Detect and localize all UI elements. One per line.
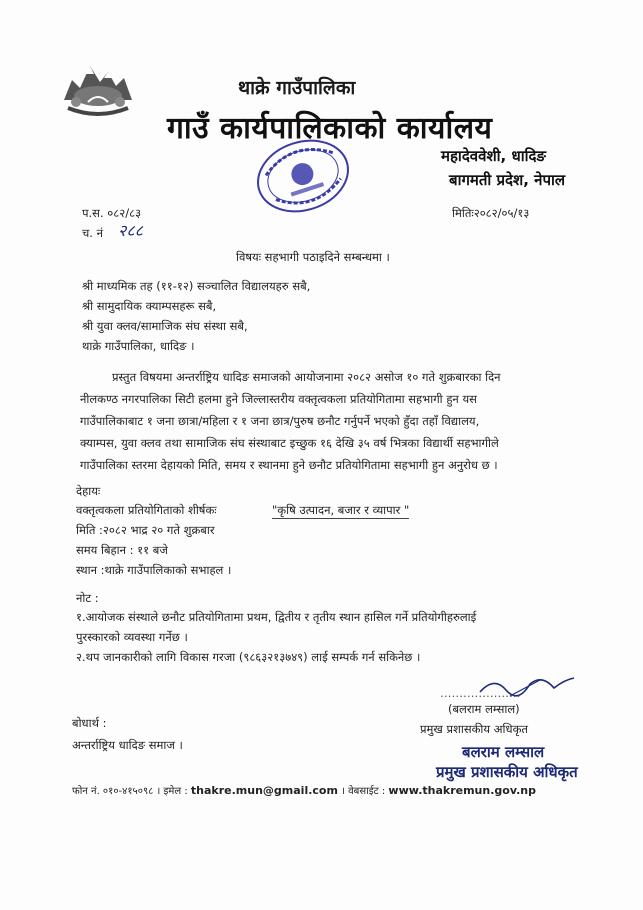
event-place: स्थान :थाक्रे गाउँपालिकाको सभाहल । [76,563,232,577]
recipient-2: श्री सामुदायिक क्याम्पसहरू सबै, [82,299,217,313]
recipient-1: श्री माध्यमिक तह (११-१२) सञ्चालित विद्यालयहरु सबै, [82,279,311,293]
dispatch-label: च. नं [82,226,103,240]
office-name: गाउँ कार्यपालिकाको कार्यालय [167,111,493,146]
footer-sep: । वेबसाईट : [341,786,386,797]
body-line-2: नीलकण्ठ नगरपालिका सिटी हलमा हुने जिल्लास्तरीय वक्तृत्वकला प्रतियोगितामा सहभागी हुन यस [80,392,477,406]
footer-website: www.thakremun.gov.np [388,784,536,797]
body-line-3: गाउँपालिकाबाट १ जना छात्रा/महिला र १ जना छात्र/पुरुष छनौट गर्नुपर्ने भएको हुँदा तहाँ विद्यालय, [80,414,480,428]
cc-label: बोधार्थ : [72,716,107,730]
office-round-stamp-icon [248,134,358,218]
footer-email: thakre.mun@gmail.com [190,784,338,797]
note-1-line-2: पुरस्कारको व्यवस्था गर्नेछ । [76,630,188,644]
notes-heading: नोट : [76,591,99,605]
footer-contact [72,783,536,797]
address-line-2: बागमती प्रदेश, नेपाल [449,171,566,189]
signature-stamp-name: बलराम लम्साल [462,743,545,761]
event-date: मिति :२०८२ भाद्र २० गते शुक्रबार [76,523,215,537]
body-line-1: प्रस्तुत विषयमा अन्तर्राष्ट्रिय धादिङ समाजको आयोजनामा २०८२ असोज १० गते शुक्रबारका दिन [112,370,501,384]
topic-label: वक्तृत्वकला प्रतियोगिताको शीर्षकः [76,503,217,517]
topic-value: "कृषि उत्पादन, बजार र व्यापार " [272,503,410,517]
signature-stamp-title: प्रमुख प्रशासकीय अधिकृत [436,763,578,781]
body-line-5: गाउँपालिका स्तरमा देहायको मिति, समय र स्थानमा हुने छनौट प्रतियोगितामा सहभागी हुन अनुरोध छ । [80,458,498,472]
footer-phone: फोन नं. ०१०-४१५०९८ । इमेल : [72,786,188,797]
signature-dots: ………………… [440,686,521,700]
note-2: २.थप जानकारीको लागि विकास गरजा (९८६३२१३७४९) लाई सम्पर्क गर्न सकिनेछ । [76,650,421,664]
cc-recipient: अन्तर्राष्ट्रिय धादिङ समाज । [72,738,183,752]
recipient-4: थाक्रे गाउँपालिका, धादिङ । [82,339,195,353]
details-heading: देहायः [76,484,101,498]
fiscal-year: प.स. ०८२/८३ [82,206,142,220]
municipality-name: थाक्रे गाउँपालिका [238,77,356,99]
signatory-title: प्रमुख प्रशासकीय अधिकृत [420,722,528,736]
address-line-1: महादेववेशी, धादिङ [441,147,546,165]
nepal-emblem-icon [58,52,138,122]
letter-date: मितिः२०८२/०५/१३ [452,206,530,220]
body-line-4: क्याम्पस, युवा क्लव तथा सामाजिक संघ संस्थाबाट इच्छुक १६ देखि ३५ वर्ष भित्रका विद्यार्थी सहभागीले [80,436,499,450]
event-time: समय बिहान : ११ बजे [76,543,168,557]
recipient-3: श्री युवा क्लव/सामाजिक संघ संस्था सबै, [82,319,248,333]
dispatch-number: २८८ [118,221,143,240]
signatory-name: (बलराम लम्साल) [448,702,520,716]
note-1-line-1: १.आयोजक संस्थाले छनौट प्रतियोगितामा प्रथम, द्वितीय र तृतीय स्थान हासिल गर्ने प्रतियोगीहरुलाई [76,610,477,624]
subject-line: विषयः सहभागी पठाइदिने सम्बन्धमा । [236,250,390,264]
